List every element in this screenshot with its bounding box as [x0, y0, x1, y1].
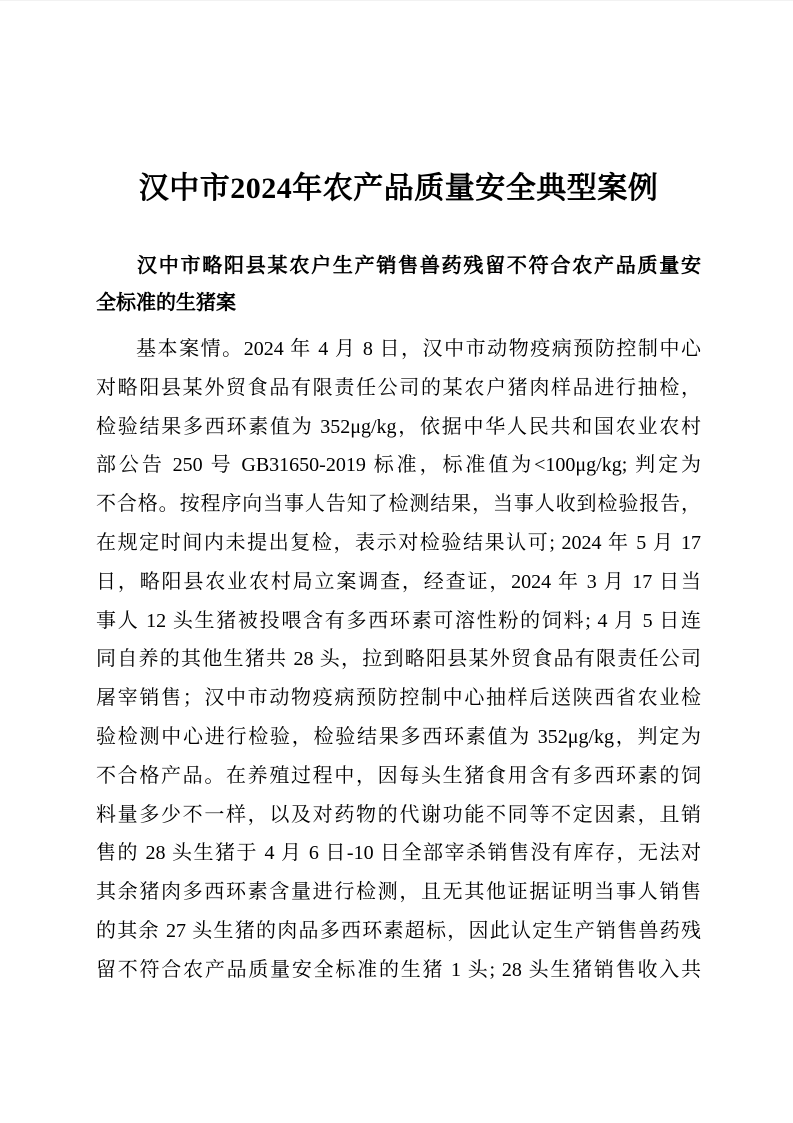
body-line: 日，略阳县农业农村局立案调查，经查证，2024 年 3 月 17 日当	[96, 570, 701, 593]
body-line: 基本案情。2024 年 4 月 8 日，汉中市动物疫病预防控制中心	[136, 338, 701, 360]
body-line: 在规定时间内未提出复检，表示对检验结果认可; 2024 年 5 月 17	[96, 531, 701, 554]
body-line: 料量多少不一样，以及对药物的代谢功能不同等不定因素，且销	[96, 803, 701, 826]
body-line: 事人 12 头生猪被投喂含有多西环素可溶性粉的饲料; 4 月 5 日连	[96, 609, 701, 632]
body-line: 同自养的其他生猪共 28 头，拉到略阳县某外贸食品有限责任公司	[96, 648, 701, 671]
body-line: 部公告 250 号 GB31650-2019 标准，标准值为<100μg/kg; 判定为	[96, 454, 701, 477]
document-title: 汉中市2024年农产品质量安全典型案例	[138, 172, 659, 205]
body-line: 对略阳县某外贸食品有限责任公司的某农户猪肉样品进行抽检，	[96, 376, 701, 399]
body-line: 售的 28 头生猪于 4 月 6 日-10 日全部宰杀销售没有库存，无法对	[96, 842, 701, 865]
case-heading-line: 全标准的生猪案	[96, 291, 236, 314]
body-line: 其余猪肉多西环素含量进行检测，且无其他证据证明当事人销售	[96, 881, 701, 904]
case-heading	[96, 248, 701, 321]
body-line: 不合格产品。在养殖过程中，因每头生猪食用含有多西环素的饲	[96, 764, 701, 787]
body-line: 不合格。按程序向当事人告知了检测结果，当事人收到检验报告，	[96, 493, 701, 516]
body-line: 验检测中心进行检验，检验结果多西环素值为 352μg/kg，判定为	[96, 725, 701, 748]
case-heading-line: 汉中市略阳县某农户生产销售兽药残留不符合农产品质量安	[137, 255, 701, 277]
body-line: 屠宰销售；汉中市动物疫病预防控制中心抽样后送陕西省农业检	[96, 687, 701, 710]
case-body-paragraph	[96, 330, 701, 990]
body-line: 检验结果多西环素值为 352μg/kg，依据中华人民共和国农业农村	[96, 415, 701, 438]
body-line: 留不符合农产品质量安全标准的生猪 1 头; 28 头生猪销售收入共	[96, 958, 701, 981]
body-line: 的其余 27 头生猪的肉品多西环素超标，因此认定生产销售兽药残	[96, 919, 701, 942]
